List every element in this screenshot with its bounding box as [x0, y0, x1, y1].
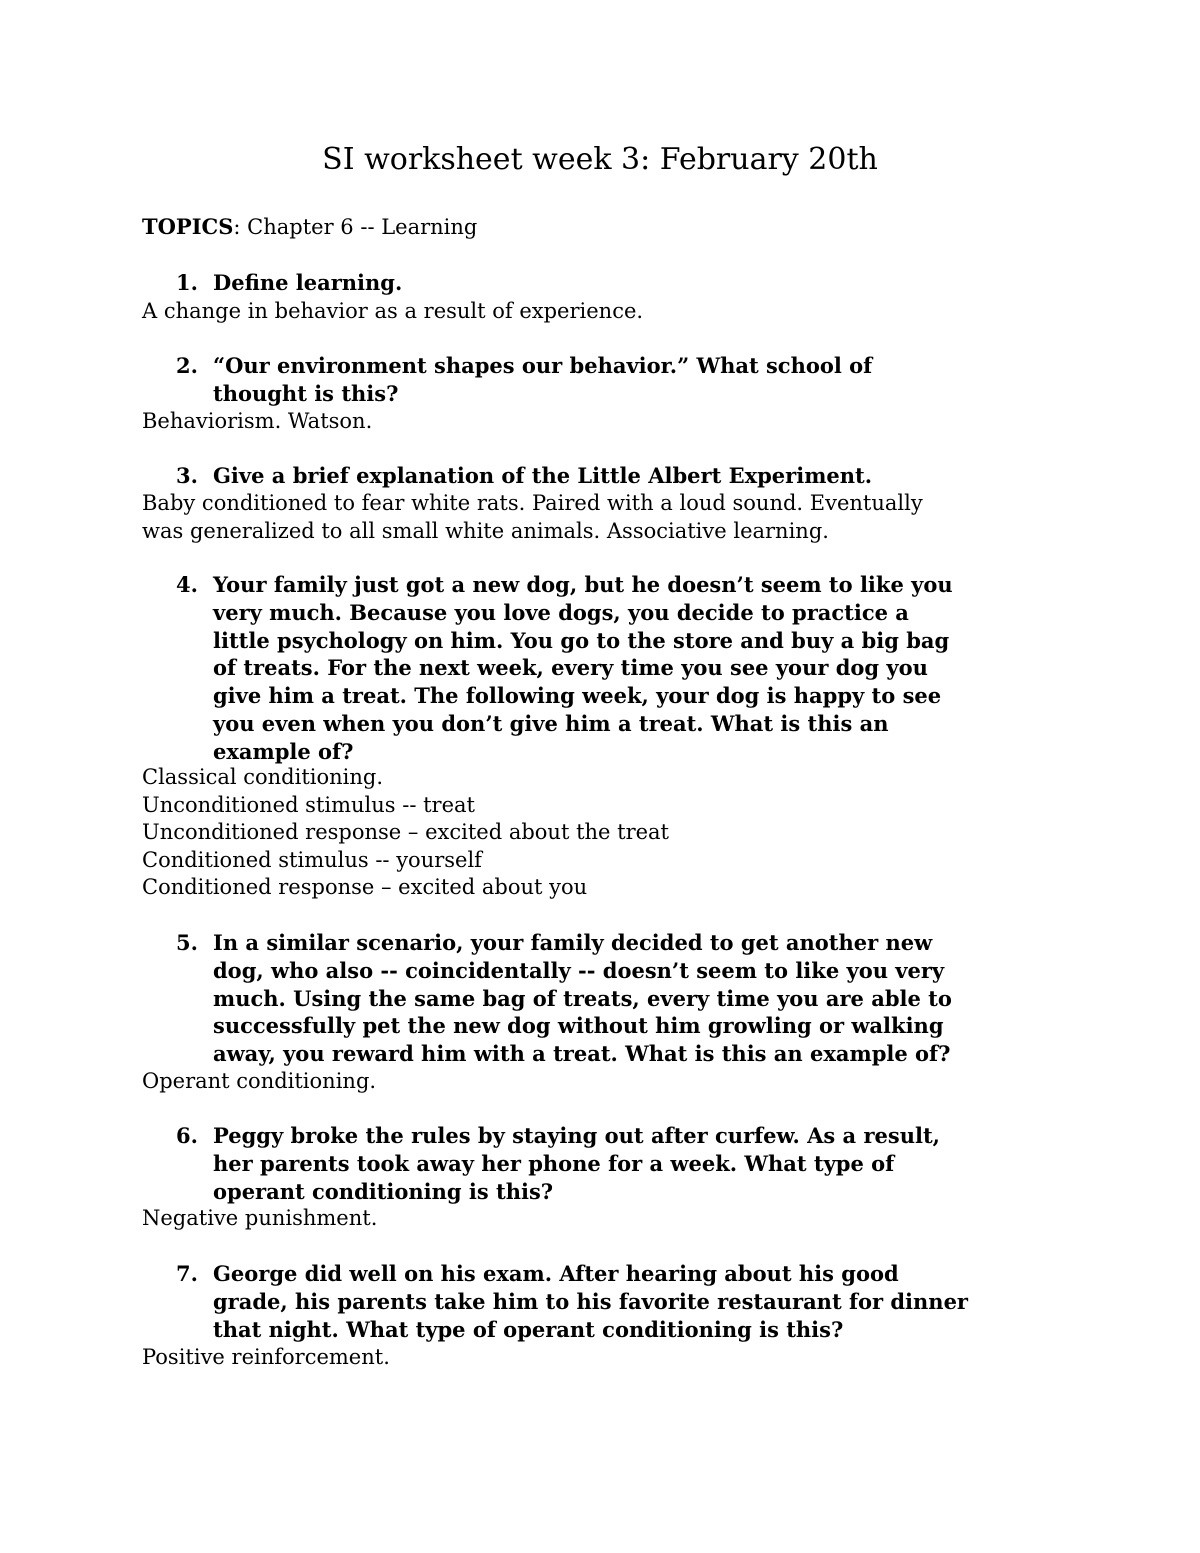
question-number: 4. — [176, 572, 198, 597]
answer-line: Conditioned response – excited about you — [142, 875, 588, 899]
answer-1 — [142, 298, 1072, 326]
answer-3 — [142, 490, 1072, 545]
question-line: give him a treat. The following week, your dog is happy to see — [213, 683, 942, 709]
question-line: grade, his parents take him to his favorite restaurant for dinner — [213, 1288, 968, 1314]
question-line: In a similar scenario, your family decided to get another new — [213, 930, 933, 955]
question-line: very much. Because you love dogs, you decide to practice a — [213, 599, 909, 625]
question-line: Your family just got a new dog, but he doesn’t seem to like you — [213, 572, 953, 597]
question-line: of treats. For the next week, every time you see your dog you — [213, 655, 928, 681]
question-line: dog, who also -- coincidentally -- doesn’t seem to like you very — [213, 957, 945, 983]
answer-line: Positive reinforcement. — [142, 1345, 390, 1369]
answer-5 — [142, 1068, 1072, 1096]
question-number: 7. — [176, 1261, 198, 1286]
answer-line: was generalized to all small white animals. Associative learning. — [142, 518, 829, 543]
document-title: SI worksheet week 3: February 20th — [322, 142, 878, 177]
answer-line: Unconditioned stimulus -- treat — [142, 792, 475, 817]
question-number: 1. — [176, 270, 198, 295]
answer-line: Conditioned stimulus -- yourself — [142, 847, 482, 872]
topics-value: : Chapter 6 -- Learning — [233, 215, 478, 239]
question-line: Peggy broke the rules by staying out after curfew. As a result, — [213, 1123, 940, 1148]
question-number: 6. — [176, 1123, 198, 1148]
question-line: operant conditioning is this? — [213, 1178, 554, 1204]
question-text — [213, 571, 1083, 766]
question-line: much. Using the same bag of treats, every time you are able to — [213, 985, 952, 1011]
answer-6 — [142, 1205, 1072, 1233]
answer-line: Classical conditioning. — [142, 765, 384, 789]
topics-label: TOPICS — [142, 214, 234, 239]
question-text — [213, 1260, 1083, 1343]
question-number: 2. — [176, 353, 198, 378]
question-text — [213, 352, 1083, 408]
answer-7 — [142, 1344, 1072, 1372]
question-line: thought is this? — [213, 380, 399, 406]
question-line: her parents took away her phone for a week. What type of — [213, 1150, 895, 1176]
answer-line: Unconditioned response – excited about the treat — [142, 820, 669, 844]
question-line: “Our environment shapes our behavior.” What school of — [213, 353, 873, 378]
question-line: that night. What type of operant conditioning is this? — [213, 1316, 844, 1342]
topics-line — [142, 213, 477, 241]
question-text — [213, 269, 1083, 297]
answer-2 — [142, 408, 1072, 436]
question-line: successfully pet the new dog without him growling or walking — [213, 1013, 944, 1039]
question-line: you even when you don’t give him a treat. What is this an — [213, 710, 889, 736]
question-line: Define learning. — [213, 270, 403, 295]
question-text — [213, 462, 1083, 490]
question-number: 3. — [176, 463, 198, 488]
question-line: away, you reward him with a treat. What is this an example of? — [213, 1041, 951, 1067]
answer-line: A change in behavior as a result of experience. — [142, 299, 644, 323]
answer-line: Negative punishment. — [142, 1206, 378, 1230]
answer-line: Behaviorism. Watson. — [142, 409, 373, 433]
question-line: example of? — [213, 738, 354, 764]
answer-4 — [142, 764, 1072, 902]
question-line: George did well on his exam. After hearing about his good — [213, 1261, 899, 1286]
question-number: 5. — [176, 930, 198, 955]
question-text — [213, 929, 1083, 1068]
question-line: Give a brief explanation of the Little Albert Experiment. — [213, 463, 873, 488]
answer-line: Baby conditioned to fear white rats. Paired with a loud sound. Eventually — [142, 491, 923, 515]
question-line: little psychology on him. You go to the store and buy a big bag — [213, 627, 950, 653]
answer-line: Operant conditioning. — [142, 1069, 377, 1093]
question-text — [213, 1122, 1083, 1205]
